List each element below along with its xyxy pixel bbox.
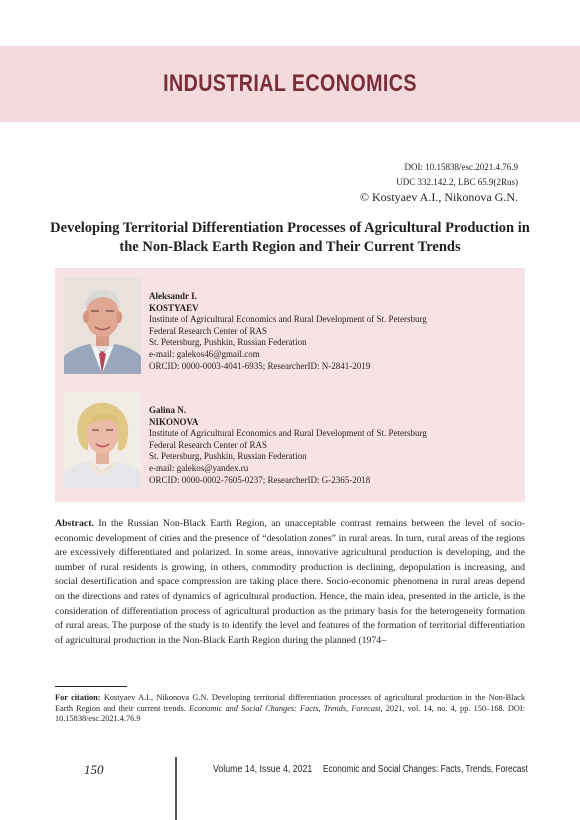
author-location: St. Petersburg, Pushkin, Russian Federation: [149, 451, 307, 462]
author-email[interactable]: e-mail: galekos@yandex.ru: [149, 462, 249, 473]
author-last-name: KOSTYAEV: [149, 302, 199, 313]
author-ids: ORCID: 0000-0003-4041-6935; ResearcherID: N-2841-2019: [149, 360, 371, 371]
doi[interactable]: DOI: 10.15838/esc.2021.4.76.9: [404, 162, 518, 172]
footer-issue: Volume 14, Issue 4, 2021: [213, 764, 313, 775]
abstract-label: Abstract.: [55, 518, 94, 529]
author-affiliation-center: Federal Research Center of RAS: [149, 325, 267, 336]
author-photo-man: [64, 278, 141, 374]
footer-journal: Economic and Social Changes: Facts, Trends, Forecast: [323, 764, 528, 775]
article-title: Developing Territorial Differentiation Processes of Agricultural Production in the Non-Black Earth Region and Their Current Trends: [50, 220, 530, 255]
author-photo-woman: [64, 392, 141, 488]
author-card: [149, 405, 529, 486]
citation-text: Kostyaev A.I., Nikonova G.N. Developing territorial differentiation processes of agricultural production in the Non-Black Earth Region and their current trends.: [55, 693, 525, 713]
author-affiliation-center: Federal Research Center of RAS: [149, 439, 267, 450]
copyright: © Kostyaev A.I., Nikonova G.N.: [359, 190, 518, 204]
abstract-text: In the Russian Non-Black Earth Region, an unacceptable contrast remains between the level of socio-economic development of cities and the presence of “desolation zones” in rural areas. In turn, rural areas of the regions are excessively differentiated and polarized. In some areas, innovative agricultural production is developing, and the number of rural residents is growing, in others, commodity production is declining, depopulation is increasing, and social desertification and space compression are taking place there. Socio-economic phenomena in rural areas depend on the directions and rates of dynamics of agricultural production. Hence, the main idea, presented in the article, is the consideration of differentiation process of agricultural production as the primary basis for the heterogeneity formation of rural areas. The purpose of the study is to identify the level and features of the formation of territorial differentiation of agricultural production in the Non-Black Earth Region during the planned (1974–: [55, 518, 525, 646]
author-ids: ORCID: 0000-0002-7605-0237; ResearcherID: G-2365-2018: [149, 474, 371, 485]
author-first-name: Galina N.: [149, 405, 187, 415]
author-affiliation: Institute of Agricultural Economics and Rural Development of St. Petersburg: [149, 314, 427, 325]
author-location: St. Petersburg, Pushkin, Russian Federation: [149, 337, 307, 348]
citation: [55, 693, 525, 725]
author-affiliation: Institute of Agricultural Economics and Rural Development of St. Petersburg: [149, 428, 427, 439]
footnote-divider: [55, 686, 127, 687]
udc-lbc: UDC 332.142.2, LBC 65.9(2Rus): [396, 177, 518, 187]
citation-details: , 2021, vol. 14, no. 4, pp. 150–168. DOI: 10.15838/esc.2021.4.76.9: [55, 703, 525, 724]
page-number: 150: [84, 762, 104, 777]
citation-label: For citation:: [55, 693, 101, 702]
author-email[interactable]: e-mail: galekos46@gmail.com: [149, 348, 260, 359]
citation-journal: Economic and Social Changes: Facts, Trends, Forecast: [189, 703, 381, 713]
section-title: INDUSTRIAL ECONOMICS: [163, 70, 417, 97]
author-card: [149, 291, 529, 372]
author-first-name: Aleksandr I.: [149, 291, 197, 301]
footer-divider: [175, 757, 177, 820]
abstract: [55, 517, 525, 648]
author-last-name: NIKONOVA: [149, 416, 199, 427]
